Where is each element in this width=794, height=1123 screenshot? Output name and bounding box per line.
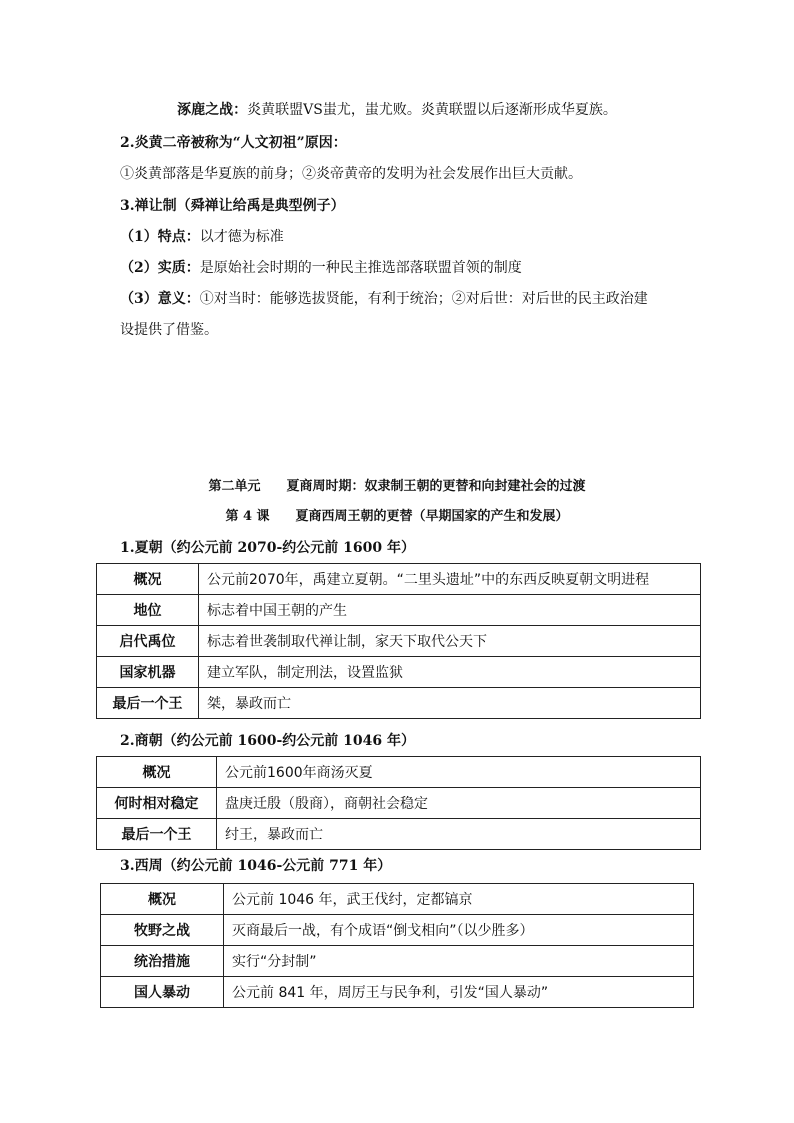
row-key: 最后一个王 — [97, 688, 199, 719]
item-text: 以才德为标准 — [199, 229, 284, 245]
lesson-title: 第 4 课 夏商西周王朝的更替（早期国家的产生和发展） — [225, 509, 569, 524]
table-row — [97, 626, 701, 657]
item-label: （2）实质： — [120, 260, 200, 276]
row-key: 国人暴动 — [101, 977, 224, 1008]
zhuolu-text: 炎黄联盟VS蚩尤，蚩尤败。炎黄联盟以后逐渐形成华夏族。 — [247, 102, 617, 118]
table-row — [101, 946, 694, 977]
section-3-title: 3.禅让制（舜禅让给禹是典型例子） — [120, 198, 345, 214]
chanrang-item-1 — [120, 227, 284, 247]
item-text: 是原始社会时期的一种民主推选部落联盟首领的制度 — [199, 260, 522, 276]
row-key: 国家机器 — [97, 657, 199, 688]
xizhou-table — [100, 883, 694, 1008]
row-key: 何时相对稳定 — [97, 788, 217, 819]
zhuolu-label: 涿鹿之战： — [177, 102, 248, 118]
table-row — [97, 788, 701, 819]
table-row — [97, 819, 701, 850]
xia-heading: 1.夏朝（约公元前 2070-约公元前 1600 年） — [120, 540, 415, 556]
section-2-title: 2.炎黄二帝被称为“人文初祖”原因： — [120, 135, 347, 151]
row-key: 启代禹位 — [97, 626, 199, 657]
row-value: 桀，暴政而亡 — [199, 688, 701, 719]
shang-table — [96, 756, 701, 850]
row-value: 实行“分封制” — [224, 946, 694, 977]
row-key: 最后一个王 — [97, 819, 217, 850]
row-value: 标志着中国王朝的产生 — [199, 595, 701, 626]
xia-table — [96, 563, 701, 719]
row-value: 纣王，暴政而亡 — [217, 819, 701, 850]
row-value: 公元前 841 年，周厉王与民争利，引发“国人暴动” — [224, 977, 694, 1008]
row-key: 统治措施 — [101, 946, 224, 977]
row-value: 标志着世袭制取代禅让制，家天下取代公天下 — [199, 626, 701, 657]
row-value: 公元前1600年商汤灭夏 — [217, 757, 701, 788]
table-row — [101, 915, 694, 946]
chanrang-item-3 — [120, 289, 648, 309]
row-value: 建立军队，制定刑法，设置监狱 — [199, 657, 701, 688]
table-row — [97, 595, 701, 626]
row-key: 牧野之战 — [101, 915, 224, 946]
table-row — [97, 564, 701, 595]
row-value: 公元前2070年，禹建立夏朝。“二里头遗址”中的东西反映夏朝文明进程 — [199, 564, 701, 595]
chanrang-item-2 — [120, 258, 522, 278]
row-key: 概况 — [97, 564, 199, 595]
shang-heading: 2.商朝（约公元前 1600-约公元前 1046 年） — [120, 733, 415, 749]
table-row — [101, 977, 694, 1008]
table-row — [101, 884, 694, 915]
item-text: ①对当时：能够选拔贤能，有利于统治；②对后世：对后世的民主政治建 — [199, 291, 648, 307]
item-label: （3）意义： — [120, 291, 200, 307]
row-key: 地位 — [97, 595, 199, 626]
row-value: 灭商最后一战，有个成语“倒戈相向”（以少胜多） — [224, 915, 694, 946]
chanrang-item-3-continued: 设提供了借鉴。 — [120, 322, 218, 338]
table-row — [97, 657, 701, 688]
table-row — [97, 688, 701, 719]
table-row — [97, 757, 701, 788]
xizhou-heading: 3.西周（约公元前 1046-公元前 771 年） — [120, 858, 392, 874]
unit-title: 第二单元 夏商周时期：奴隶制王朝的更替和向封建社会的过渡 — [208, 479, 586, 494]
zhuolu-line — [0, 100, 794, 120]
row-key: 概况 — [97, 757, 217, 788]
row-key: 概况 — [101, 884, 224, 915]
section-2-body: ①炎黄部落是华夏族的前身；②炎帝黄帝的发明为社会发展作出巨大贡献。 — [120, 166, 582, 182]
row-value: 公元前 1046 年，武王伐纣，定都镐京 — [224, 884, 694, 915]
item-label: （1）特点： — [120, 229, 200, 245]
row-value: 盘庚迁殷（殷商），商朝社会稳定 — [217, 788, 701, 819]
